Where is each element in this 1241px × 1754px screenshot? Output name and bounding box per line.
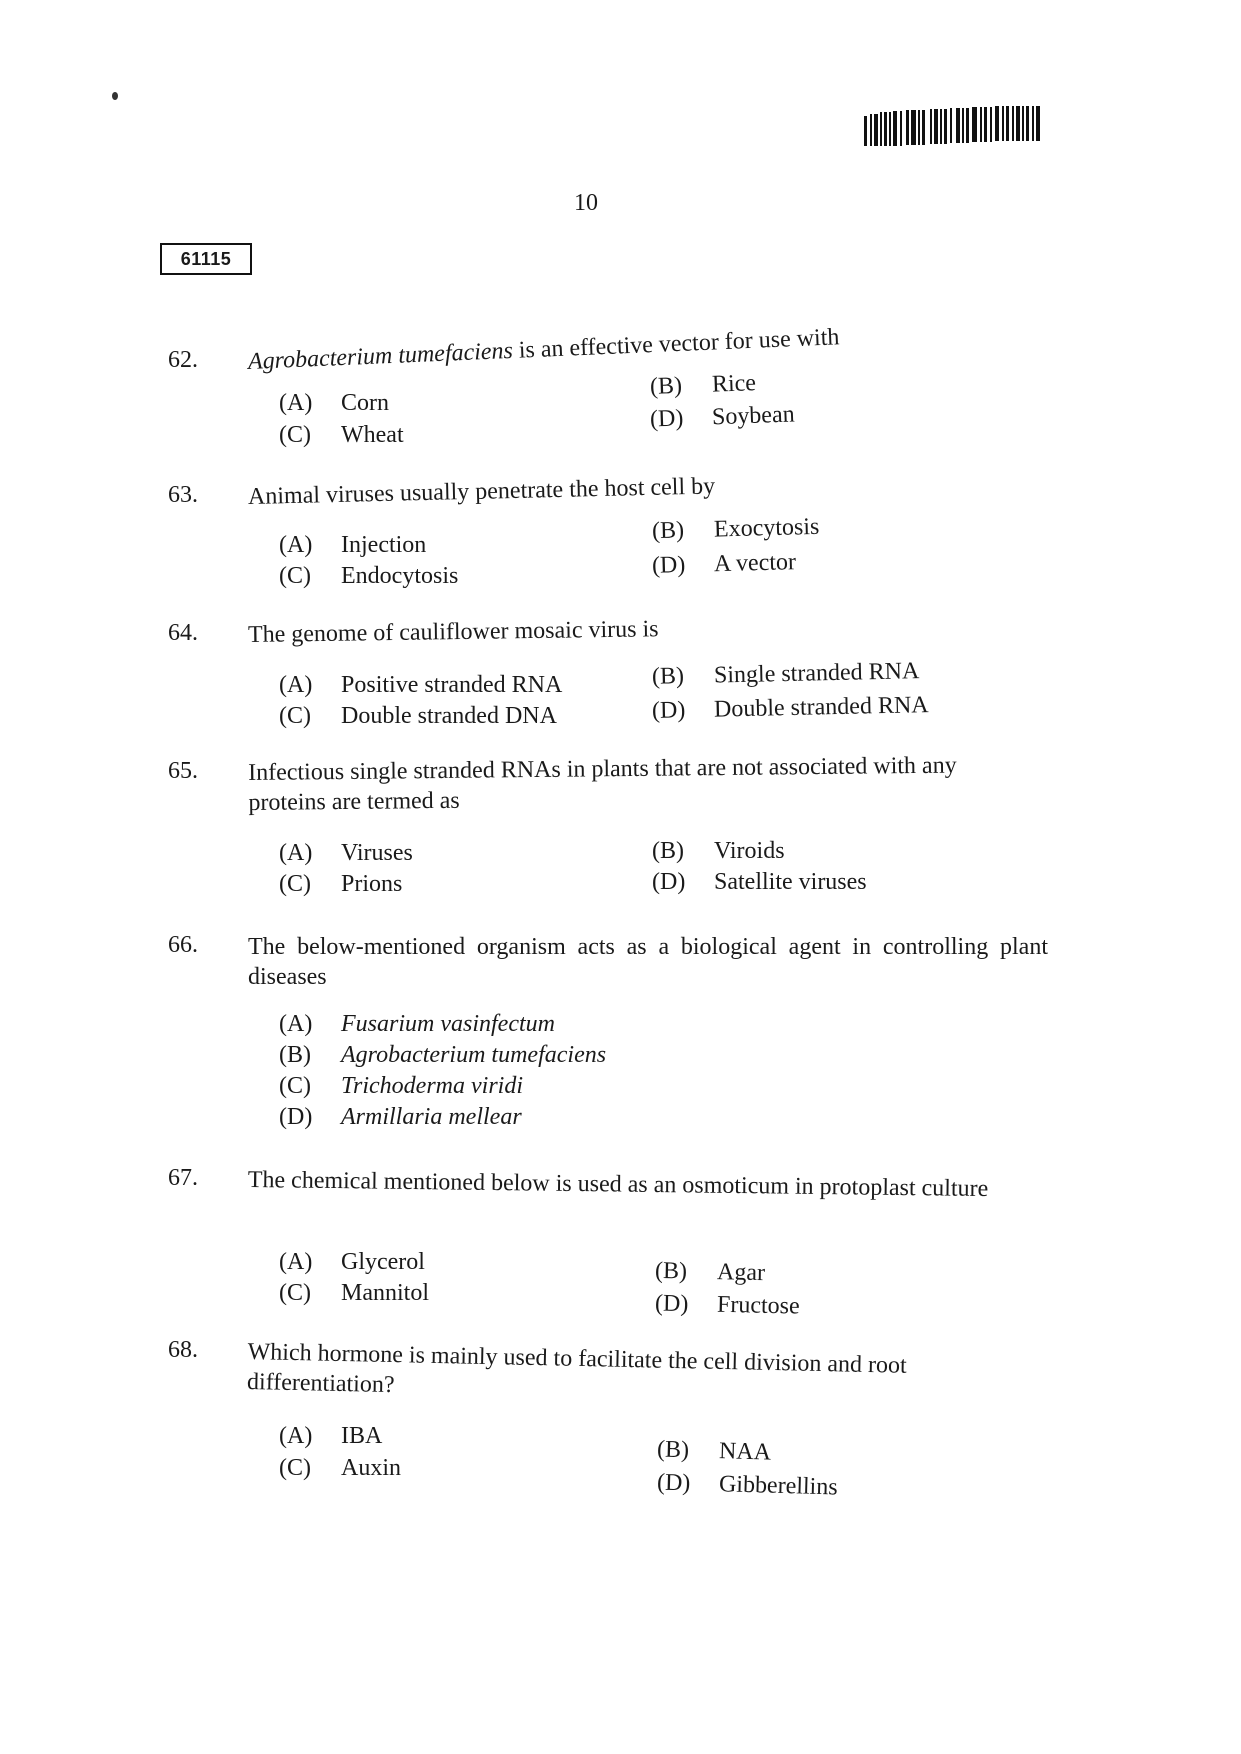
option-text: Glycerol [341,1249,425,1275]
option-d[interactable] [652,549,797,580]
option-label: (C) [279,871,311,897]
option-label: (C) [279,703,311,729]
option-text: Viruses [341,840,413,866]
option-text: Injection [341,532,427,558]
option-label: (B) [279,1042,311,1068]
option-text: Exocytosis [713,513,820,543]
question-number: 66. [168,932,198,958]
question-number: 63. [168,482,198,508]
option-label: (A) [279,672,313,698]
option-text: Satellite viruses [714,869,867,895]
option-b[interactable] [279,1042,606,1069]
option-text: Agrobacterium tumefaciens [341,1042,607,1068]
option-label: (A) [279,1423,313,1449]
option-label: (A) [279,1249,313,1275]
question-number: 65. [168,758,198,784]
option-b[interactable] [652,514,820,545]
option-d[interactable] [279,1104,522,1131]
option-label: (C) [279,1455,311,1481]
option-text: Mannitol [341,1280,429,1306]
question-text-rest: is an effective vector for use with [512,324,840,364]
option-a[interactable] [279,1423,382,1450]
question-text: Animal viruses usually penetrate the host cell by [247,473,716,510]
option-text: Armillaria mellear [341,1104,522,1130]
page-number: 10 [574,190,598,216]
option-c[interactable] [279,703,557,730]
option-text: Soybean [711,401,796,431]
option-label: (C) [279,422,311,448]
question-text-italic: Agrobacterium tumefaciens [247,337,514,375]
option-text: Single stranded RNA [713,658,920,689]
paper-code-box: 61115 [160,243,252,275]
option-b[interactable] [650,370,757,401]
option-label: (C) [279,563,311,589]
barcode-image [864,104,1044,158]
option-c[interactable] [279,563,458,590]
option-text: Double stranded DNA [341,703,557,729]
option-text: Double stranded RNA [713,692,929,723]
option-d[interactable] [650,401,796,433]
option-label: (B) [651,517,685,545]
question-text: Which hormone is mainly used to facilitate the cell division and root differentiation? [246,1338,907,1399]
question-number: 62. [168,347,198,373]
option-text: Auxin [341,1455,401,1481]
option-c[interactable] [279,1280,429,1307]
option-text: Positive stranded RNA [341,672,563,698]
option-text: NAA [718,1438,772,1466]
option-c[interactable] [279,1455,401,1482]
option-text: Agar [716,1259,766,1287]
option-label: (A) [279,1011,313,1037]
option-d[interactable] [652,869,867,896]
option-c[interactable] [279,422,404,449]
option-label: (D) [656,1469,691,1497]
option-label: (D) [651,697,686,724]
option-text: IBA [341,1423,383,1449]
question-number: 67. [168,1165,198,1191]
option-text: Endocytosis [341,563,459,589]
option-label: (A) [279,390,313,416]
option-text: Fructose [716,1291,800,1320]
question-text: Infectious single stranded RNAs in plants that are not associated with any proteins are termed as [248,752,957,816]
option-a[interactable] [279,390,389,417]
option-text: A vector [713,549,797,578]
question-text [247,314,1048,377]
option-label: (C) [279,1280,311,1306]
option-label: (B) [656,1436,690,1464]
option-d[interactable] [652,692,929,725]
option-text: Rice [711,370,757,398]
option-b[interactable] [657,1436,772,1466]
option-c[interactable] [279,871,402,898]
question-text: The chemical mentioned below is used as an osmoticum in protoplast culture [247,1166,989,1203]
question-number: 68. [168,1337,198,1363]
option-text: Trichoderma viridi [341,1073,524,1099]
option-label: (B) [651,663,685,690]
option-text: Prions [341,871,403,897]
option-label: (D) [649,405,684,433]
option-label: (D) [651,552,686,579]
stray-mark [112,92,118,100]
option-text: Gibberellins [718,1471,838,1501]
option-d[interactable] [657,1469,838,1501]
option-label: (D) [654,1290,689,1318]
option-label: (B) [649,372,683,400]
option-a[interactable] [279,1011,555,1038]
option-a[interactable] [279,840,413,867]
option-label: (B) [654,1257,688,1285]
option-label: (C) [279,1073,311,1099]
option-text: Viroids [714,838,785,864]
option-label: (D) [652,869,686,895]
option-d[interactable] [655,1290,800,1320]
option-a[interactable] [279,1249,425,1276]
question-text: The genome of cauliflower mosaic virus is [247,616,659,648]
option-b[interactable] [652,838,785,865]
option-text: Corn [341,390,389,416]
option-label: (A) [279,840,313,866]
option-a[interactable] [279,672,562,699]
option-text: Wheat [341,422,404,448]
option-label: (D) [279,1104,313,1130]
option-c[interactable] [279,1073,523,1100]
option-b[interactable] [655,1258,766,1287]
option-label: (A) [279,532,313,558]
option-text: Fusarium vasinfectum [341,1011,555,1037]
option-b[interactable] [652,658,920,691]
option-a[interactable] [279,532,426,559]
question-number: 64. [168,620,198,646]
option-label: (B) [652,838,684,864]
question-text: The below-mentioned organism acts as a biological agent in controlling plant diseases [248,934,1048,990]
